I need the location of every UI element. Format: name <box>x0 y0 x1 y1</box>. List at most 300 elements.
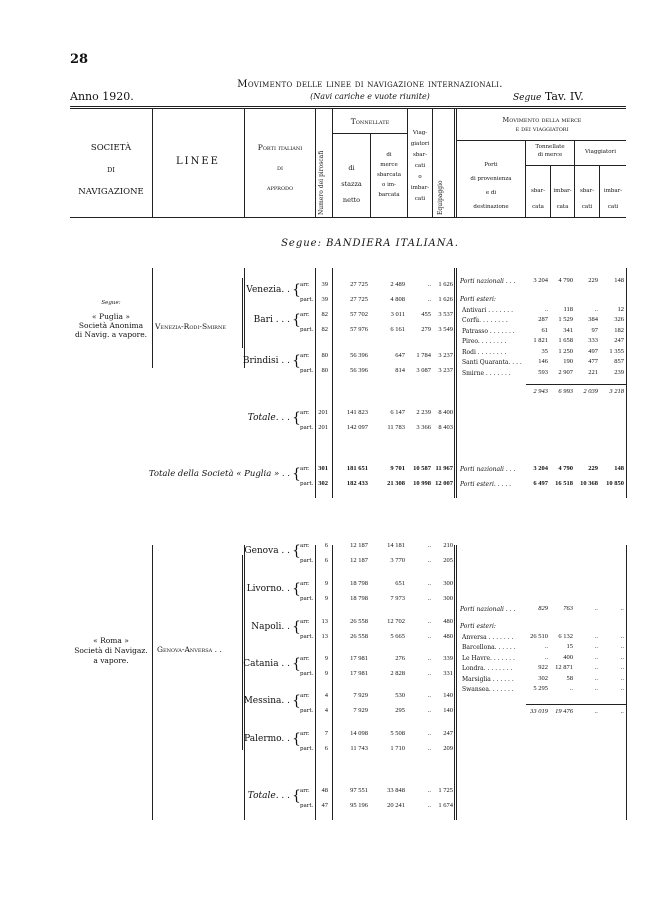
mov-sm: 922 <box>538 664 548 671</box>
header-porti <box>246 138 314 198</box>
cell-stazza: 95 196 <box>350 802 368 809</box>
header-movimento <box>458 116 626 134</box>
cell-stazza: 18 798 <box>350 580 368 587</box>
cell-viag: .. <box>427 580 431 587</box>
direction-label: part. <box>300 746 314 752</box>
cell-n: 6 <box>324 557 328 564</box>
cell-viag: 1 784 <box>416 352 431 359</box>
cell-n: 47 <box>321 802 328 809</box>
mov-sm: 6 497 <box>533 480 548 487</box>
cell-viag: .. <box>427 802 431 809</box>
header-imbarcata <box>551 183 574 215</box>
cell-merce: 7 973 <box>390 595 405 602</box>
direction-label: part. <box>300 708 314 714</box>
cell-n: 7 <box>324 730 328 737</box>
societa-puglia-line3: di Navig. a vapore. <box>74 330 148 339</box>
mov-iv: .. <box>620 674 624 682</box>
mov-porto: Patrasso . . . . . . . <box>462 327 515 335</box>
cell-equip: 339 <box>443 655 453 662</box>
cell-stazza: 11 743 <box>350 745 368 752</box>
societa-puglia-segue: Segue: <box>101 300 121 306</box>
mov-sm: .. <box>544 305 548 313</box>
mov-sv: 497 <box>588 347 598 355</box>
direction-label: arr. <box>300 656 310 662</box>
mov-sv: .. <box>594 632 598 640</box>
page-number: 28 <box>70 52 89 67</box>
cell-equip: 1 626 <box>438 281 453 288</box>
mov-porto: Rodi . . . . . . . . <box>462 348 507 356</box>
cell-n: 4 <box>324 692 328 699</box>
header-sbarcati <box>575 183 599 215</box>
header-societa-3: NAVIGAZIONE <box>78 187 144 197</box>
mov-total-im: 6 993 <box>558 388 573 395</box>
header-merce-3: sbarcata <box>376 172 402 178</box>
direction-label: part. <box>300 671 314 677</box>
cell-stazza: 17 981 <box>350 655 368 662</box>
totale-puglia-label: Totale. . . <box>247 413 290 423</box>
cell-n: 301 <box>318 465 328 472</box>
divider <box>526 384 626 385</box>
mov-iv: 148 <box>614 277 624 284</box>
mov-sv: .. <box>594 653 598 661</box>
cell-viag: .. <box>427 557 431 564</box>
port-name-puglia-1: Bari . . . <box>253 315 290 325</box>
cell-viag: 10 587 <box>413 465 431 472</box>
mov-sv: 97 <box>591 326 598 334</box>
direction-label: arr. <box>300 693 310 699</box>
header-merce-2: merce <box>380 162 398 168</box>
direction-label: arr. <box>300 410 310 416</box>
header-sbarcata <box>526 183 550 215</box>
direction-label: arr. <box>300 353 310 359</box>
mov-iv: 857 <box>614 358 624 365</box>
cell-equip: 480 <box>443 618 453 625</box>
cell-stazza: 27 725 <box>350 296 368 303</box>
header-linee: LINEE <box>176 156 220 167</box>
mov-im: 15 <box>566 643 573 650</box>
cell-viag: 2 239 <box>416 409 431 416</box>
cell-stazza: 26 558 <box>350 618 368 625</box>
cell-merce: 2 489 <box>390 281 405 288</box>
header-viaggiatori2: Viaggiatori <box>585 149 616 155</box>
cell-viag: .. <box>427 296 431 303</box>
mov-total-sv: .. <box>594 708 598 715</box>
header-sbarcati-1: sbar- <box>579 188 595 194</box>
direction-label: arr. <box>300 619 310 625</box>
mov-sm: .. <box>544 653 548 661</box>
cell-n: 39 <box>321 281 328 288</box>
header-societa-2: DI <box>107 166 115 174</box>
cell-viag: 455 <box>421 311 431 318</box>
port-name-roma-5: Palermo. . <box>244 734 290 744</box>
port-name-puglia-0: Venezia. . <box>246 285 290 295</box>
cell-stazza: 12 187 <box>350 557 368 564</box>
cell-viag: .. <box>427 730 431 737</box>
linea-puglia: Venezia-Rodi-Smirne <box>155 322 226 331</box>
page-title: Movimento delle linee di navigazione internazionali. <box>237 79 503 90</box>
header-porti-3: approdo <box>266 183 294 192</box>
cell-viag: .. <box>427 745 431 752</box>
header-porti-prov-2: di provenienza <box>470 176 512 182</box>
header-merce-5: barcata <box>378 192 400 198</box>
port-name-roma-0: Genova . . <box>244 546 290 556</box>
cell-stazza: 27 725 <box>350 281 368 288</box>
totale-roma-label: Totale. . . <box>247 791 290 801</box>
cell-n: 13 <box>321 618 328 625</box>
mov-total-iv: .. <box>620 708 624 715</box>
cell-merce: 651 <box>395 580 405 587</box>
cell-merce: 3 011 <box>390 311 405 318</box>
mov-porto: Antivari . . . . . . . <box>462 306 513 314</box>
mov-iv: .. <box>620 643 624 650</box>
tav-label: Tav. IV. <box>544 90 584 103</box>
cell-n: 82 <box>321 311 328 318</box>
mov-porto: Swansea. . . . . . . <box>462 686 514 693</box>
header-societa <box>72 137 150 203</box>
segue-label: Segue <box>513 93 542 103</box>
mov-sm: 593 <box>538 368 548 376</box>
cell-merce: 1 710 <box>390 745 405 752</box>
mov-sm: 287 <box>538 316 548 323</box>
cell-merce: 6 147 <box>390 409 405 416</box>
mov-iv: 148 <box>614 465 624 472</box>
mov-sv: 221 <box>588 368 598 376</box>
header-viaggiatori-2: giatori <box>410 141 430 147</box>
mov-total-sm: 2 943 <box>533 388 548 395</box>
header-imbarcata-2: cata <box>556 204 569 210</box>
mov-iv: .. <box>620 632 624 640</box>
cell-merce: 14 181 <box>387 542 405 549</box>
header-porti-prov-1: Porti <box>484 162 498 168</box>
mov-sm: 3 204 <box>533 277 548 284</box>
cell-merce: 4 808 <box>390 296 405 303</box>
header-viaggiatori-7: cati <box>414 196 426 202</box>
cell-viag: 279 <box>421 326 431 333</box>
header-sbarcata-2: cata <box>532 204 544 210</box>
header-viaggiatori-3: sbar- <box>412 152 428 158</box>
header-tonn-merce-2: di merce <box>537 152 563 158</box>
societa-puglia <box>70 300 152 339</box>
cell-n: 201 <box>318 409 328 416</box>
cell-viag: .. <box>427 692 431 699</box>
brace-icon: { <box>292 581 301 597</box>
mov-porto: Barcellona. . . . . . <box>462 644 516 651</box>
mov-im: .. <box>569 685 573 692</box>
header-tonnellate: Tonnellate <box>350 117 390 126</box>
mov-porto: Londra. . . . . . . . <box>462 665 513 672</box>
cell-equip: 300 <box>443 595 453 602</box>
mov-sv: .. <box>594 674 598 682</box>
direction-label: part. <box>300 368 314 374</box>
header-societa-1: SOCIETÀ <box>90 143 132 153</box>
mov-sv: .. <box>594 305 598 313</box>
mov-im: 763 <box>563 605 573 612</box>
mov-im: 6 132 <box>558 632 573 640</box>
cell-equip: 480 <box>443 633 453 640</box>
cell-n: 80 <box>321 352 328 359</box>
mov-sm: 61 <box>541 326 548 334</box>
cell-merce: 20 241 <box>387 802 405 809</box>
cell-viag: .. <box>427 670 431 677</box>
cell-merce: 276 <box>395 655 405 662</box>
mov-total-sm: 33 019 <box>530 708 548 715</box>
societa-roma-line3: a vapore. <box>93 656 129 665</box>
direction-label: part. <box>300 634 314 640</box>
cell-equip: 210 <box>443 542 453 549</box>
header-porti-prov-3: e di <box>485 190 497 196</box>
direction-label: arr. <box>300 312 310 318</box>
header-porti-prov <box>458 158 524 214</box>
cell-stazza: 182 433 <box>346 480 368 487</box>
direction-label: part. <box>300 596 314 602</box>
header-porti-2: di <box>277 163 283 172</box>
cell-equip: 3 537 <box>438 311 453 318</box>
cell-n: 9 <box>324 670 328 677</box>
cell-viag: .. <box>427 707 431 714</box>
cell-equip: 3 237 <box>438 367 453 374</box>
cell-equip: 8 400 <box>438 409 453 416</box>
mov-porto: Porti esteri. . . . . <box>460 481 512 488</box>
header-di-stazza <box>333 160 370 208</box>
cell-merce: 5 508 <box>390 730 405 737</box>
societa-roma-line2: Società di Navigaz. <box>74 646 148 655</box>
cell-merce: 814 <box>395 367 405 374</box>
cell-equip: 140 <box>443 692 453 699</box>
cell-stazza: 7 929 <box>353 707 368 714</box>
header-viaggiatori-1: Viag- <box>412 130 428 136</box>
mov-sm: 302 <box>538 674 548 682</box>
mov-sv: 333 <box>588 337 598 344</box>
mov-sv: 384 <box>588 316 598 323</box>
header-imbarcati <box>600 183 626 215</box>
cell-viag: .. <box>427 618 431 625</box>
cell-viag: .. <box>427 542 431 549</box>
mov-porto: Porti esteri: <box>460 296 496 303</box>
mov-sv: .. <box>594 664 598 671</box>
cell-viag: .. <box>427 787 431 794</box>
cell-equip: 247 <box>443 730 453 737</box>
cell-merce: 2 828 <box>390 670 405 677</box>
mov-sv: 10 368 <box>580 480 598 487</box>
cell-n: 39 <box>321 296 328 303</box>
cell-stazza: 56 396 <box>350 367 368 374</box>
mov-total-iv: 3 218 <box>609 388 624 395</box>
mov-iv: 239 <box>614 368 624 376</box>
totale-societa-puglia-label: Totale della Società « Puglia » . . <box>148 469 290 479</box>
mov-im: 4 790 <box>558 277 573 284</box>
cell-merce: 11 783 <box>387 424 405 431</box>
linea-roma: Genova-Anversa . . <box>157 645 222 654</box>
brace-icon: { <box>292 466 301 482</box>
cell-stazza: 57 702 <box>350 311 368 318</box>
cell-stazza: 17 981 <box>350 670 368 677</box>
mov-im: 4 790 <box>558 465 573 472</box>
section-heading-text: Segue: BANDIERA ITALIANA. <box>281 238 459 249</box>
cell-equip: 331 <box>443 670 453 677</box>
mov-sv: 229 <box>588 465 598 472</box>
header-sbarcata-1: sbar- <box>530 188 546 194</box>
mov-sv: .. <box>594 605 598 612</box>
cell-n: 4 <box>324 707 328 714</box>
cell-n: 9 <box>324 595 328 602</box>
mov-porto: Smirne . . . . . . . <box>462 369 511 377</box>
mov-iv: 10 850 <box>606 480 624 487</box>
cell-merce: 6 161 <box>390 326 405 333</box>
cell-merce: 5 665 <box>390 633 405 640</box>
cell-merce: 9 701 <box>390 465 405 472</box>
mov-sm: 3 204 <box>533 465 548 472</box>
header-tonn-merce <box>526 143 574 159</box>
cell-viag: .. <box>427 595 431 602</box>
cell-n: 80 <box>321 367 328 374</box>
cell-equip: 11 967 <box>435 465 453 472</box>
mov-sm: 829 <box>538 605 548 612</box>
mov-im: 2 907 <box>558 368 573 376</box>
header-viaggiatori-5: o <box>418 174 422 180</box>
mov-porto: Porti esteri: <box>460 623 496 630</box>
table-reference <box>513 90 584 103</box>
cell-stazza: 12 187 <box>350 542 368 549</box>
mov-sm: .. <box>544 643 548 650</box>
header-imbarcati-2: cati <box>607 204 619 210</box>
mov-im: 118 <box>563 305 573 313</box>
mov-total-sv: 2 039 <box>583 388 598 395</box>
cell-viag: .. <box>427 281 431 288</box>
header-porti-1: Porti italiani <box>257 143 303 152</box>
header-merce-1: di <box>386 152 392 158</box>
cell-merce: 295 <box>395 707 405 714</box>
port-name-roma-1: Livorno. . <box>246 584 290 594</box>
mov-iv: .. <box>620 605 624 612</box>
cell-equip: 209 <box>443 745 453 752</box>
port-name-roma-3: Catania . . <box>243 659 290 669</box>
mov-sv: 229 <box>588 277 598 284</box>
mov-im: 1 529 <box>558 316 573 323</box>
cell-merce: 3 770 <box>390 557 405 564</box>
brace-icon: { <box>292 619 301 635</box>
direction-label: part. <box>300 803 314 809</box>
cell-merce: 33 848 <box>387 787 405 794</box>
mov-porto: Le Havre. . . . . . . <box>462 654 515 662</box>
cell-merce: 647 <box>395 352 405 359</box>
cell-n: 6 <box>324 745 328 752</box>
direction-label: arr. <box>300 466 310 472</box>
mov-iv: 326 <box>614 316 624 323</box>
cell-merce: 530 <box>395 692 405 699</box>
header-merce-4: o im- <box>382 182 396 188</box>
cell-viag: 3 366 <box>416 424 431 431</box>
mov-sm: 146 <box>538 358 548 365</box>
mov-im: 58 <box>566 674 573 682</box>
header-di-stazza-1: di <box>348 164 355 172</box>
cell-equip: 3 549 <box>438 326 453 333</box>
brace-icon: { <box>292 410 301 426</box>
cell-n: 13 <box>321 633 328 640</box>
header-imbarcati-1: imbar- <box>603 188 623 194</box>
mov-total-im: 19 476 <box>555 708 573 715</box>
mov-sv: 477 <box>588 358 598 365</box>
header-viaggiatori <box>408 128 432 205</box>
direction-label: arr. <box>300 581 310 587</box>
cell-equip: 3 237 <box>438 352 453 359</box>
port-name-roma-2: Napoli. . <box>251 622 290 632</box>
cell-viag: .. <box>427 655 431 662</box>
societa-roma <box>70 636 152 666</box>
page-subtitle: (Navi cariche e vuote riunite) <box>310 92 430 101</box>
divider <box>526 704 626 705</box>
cell-n: 48 <box>321 787 328 794</box>
cell-n: 302 <box>318 480 328 487</box>
mov-porto: Anversa . . . . . . . <box>462 633 514 641</box>
mov-im: 12 871 <box>555 664 573 671</box>
societa-puglia-line2: Società Anonima <box>78 321 144 330</box>
mov-im: 400 <box>563 653 573 661</box>
port-name-puglia-2: Brindisi . . <box>242 356 290 366</box>
mov-im: 1 658 <box>558 337 573 344</box>
cell-n: 9 <box>324 655 328 662</box>
header-movimento-1: Movimento della merce <box>502 116 582 124</box>
cell-viag: .. <box>427 633 431 640</box>
header-imbarcata-1: imbar- <box>553 188 572 194</box>
mov-im: 341 <box>563 326 573 334</box>
mov-iv: .. <box>620 653 624 661</box>
cell-stazza: 97 551 <box>350 787 368 794</box>
societa-puglia-name: « Puglia » <box>92 312 130 321</box>
direction-label: arr. <box>300 543 310 549</box>
header-equipaggio: Equipaggio <box>437 180 444 215</box>
header-porti-prov-4: destinazione <box>473 204 509 210</box>
cell-equip: 205 <box>443 557 453 564</box>
brace-icon: { <box>292 543 301 559</box>
cell-equip: 1 626 <box>438 296 453 303</box>
header-merce <box>371 150 407 200</box>
brace-icon: { <box>292 353 301 369</box>
direction-label: arr. <box>300 788 310 794</box>
mov-sm: 5 295 <box>533 685 548 692</box>
brace-icon: { <box>292 312 301 328</box>
mov-iv: 247 <box>614 337 624 344</box>
header-di-stazza-2: stazza netto <box>341 180 362 204</box>
mov-iv: 1 355 <box>609 347 624 355</box>
direction-label: arr. <box>300 731 310 737</box>
brace-icon: { <box>292 693 301 709</box>
header-sbarcati-2: cati <box>581 204 593 210</box>
mov-sm: 26 510 <box>530 632 548 640</box>
cell-equip: 140 <box>443 707 453 714</box>
mov-porto: Santi Quaranta. . . . <box>462 359 522 366</box>
mov-sv: .. <box>594 685 598 692</box>
cell-equip: 1 674 <box>438 802 453 809</box>
brace-icon: { <box>292 282 301 298</box>
cell-n: 9 <box>324 580 328 587</box>
mov-iv: 12 <box>617 305 624 313</box>
cell-stazza: 14 098 <box>350 730 368 737</box>
port-name-roma-4: Messina. . <box>243 696 290 706</box>
mov-im: 190 <box>563 358 573 365</box>
cell-equip: 12 007 <box>435 480 453 487</box>
header-numero-piroscafi: Numero dei piroscafi <box>318 150 325 215</box>
societa-roma-name: « Roma » <box>93 636 129 645</box>
mov-sm: 1 821 <box>533 337 548 344</box>
brace-icon: { <box>292 731 301 747</box>
brace-icon: { <box>292 788 301 804</box>
header-movimento-2: e dei viaggiatori <box>515 125 569 133</box>
direction-label: part. <box>300 558 314 564</box>
header-tonn-merce-1: Tonnellate <box>535 144 565 150</box>
cell-stazza: 18 798 <box>350 595 368 602</box>
brace-icon: { <box>292 656 301 672</box>
mov-porto: Pireo. . . . . . . . <box>462 338 507 345</box>
